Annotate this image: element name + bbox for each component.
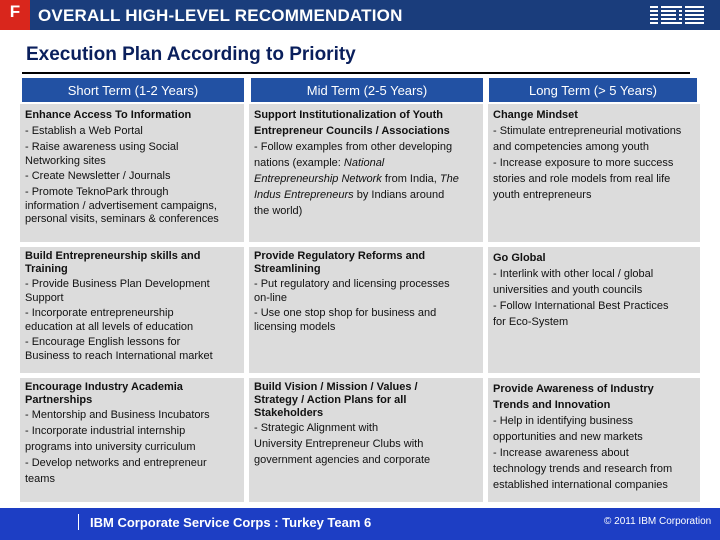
cell-item: - Put regulatory and licensing processes [254, 278, 450, 290]
cell-item: personal visits, seminars & conferences [25, 213, 219, 225]
cell-item: - Raise awareness using Social [25, 141, 179, 153]
cell-item: youth entrepreneurs [493, 189, 592, 201]
cell-item: education at all levels of education [25, 321, 194, 333]
header-title: OVERALL HIGH-LEVEL RECOMMENDATION [38, 6, 403, 25]
cell-item: universities and youth councils [493, 284, 643, 296]
cell-heading-cont: Trends and Innovation [493, 399, 611, 411]
cell-short-term-row-3 [20, 378, 244, 502]
cell-heading: Go Global [493, 252, 546, 264]
cell-item: - Encourage English lessons for [25, 336, 181, 348]
cell-long-term-row-2 [488, 247, 700, 373]
cell-heading-cont: Entrepreneur Councils / Associations [254, 125, 450, 137]
cell-item: opportunities and new markets [493, 431, 643, 443]
cell-long-term-row-1 [488, 104, 700, 242]
cell-item: - Increase exposure to more success [493, 157, 674, 169]
cell-item: licensing models [254, 321, 336, 333]
cell-mid-term-row-1 [249, 104, 483, 242]
cell-item: stories and role models from real life [493, 173, 671, 185]
cell-item: the world) [254, 205, 303, 217]
cell-heading-cont: Partnerships [25, 394, 93, 406]
cell-item: nations (example: National [254, 157, 385, 169]
title-divider [22, 72, 690, 74]
page-subtitle: Execution Plan According to Priority [26, 44, 356, 65]
cell-heading: Provide Awareness of Industry [493, 383, 654, 395]
cell-short-term-row-1 [20, 104, 244, 242]
cell-item: established international companies [493, 479, 668, 491]
cell-item: teams [25, 473, 55, 485]
cell-item: - Promote TeknoPark through [25, 186, 169, 198]
cell-heading: Enhance Access To Information [25, 109, 192, 121]
cell-heading: Encourage Industry Academia [25, 381, 183, 393]
cell-mid-term-row-3 [249, 378, 483, 502]
cell-short-term-row-2 [20, 247, 244, 373]
cell-heading: Build Vision / Mission / Values / [254, 381, 418, 393]
cell-item: - Increase awareness about [493, 447, 629, 459]
cell-item: and competencies among youth [493, 141, 649, 153]
footer-team-label: IBM Corporate Service Corps : Turkey Team 6 [90, 515, 372, 530]
cell-item: for Eco-System [493, 316, 569, 328]
cell-heading: Support Institutionalization of Youth [254, 109, 444, 121]
cell-mid-term-row-2 [249, 247, 483, 373]
cell-item: Indus Entrepreneurs by Indians around [254, 189, 445, 201]
cell-item: - Incorporate industrial internship [25, 425, 186, 437]
section-letter-badge: F [0, 0, 30, 30]
footer-divider [78, 514, 79, 530]
cell-item: information / advertisement campaigns, [25, 200, 217, 212]
cell-heading: Provide Regulatory Reforms and [254, 250, 426, 262]
cell-item: - Develop networks and entrepreneur [25, 457, 207, 469]
cell-item: - Establish a Web Portal [25, 125, 143, 137]
cell-item: on-line [254, 292, 288, 304]
cell-item: Business to reach International market [25, 350, 213, 362]
cell-heading-cont: Strategy / Action Plans for all [254, 394, 407, 406]
cell-item: Support [25, 292, 64, 304]
ibm-logo-icon [650, 5, 704, 25]
cell-heading: Change Mindset [493, 109, 578, 121]
cell-heading: Build Entrepreneurship skills and [25, 250, 201, 262]
cell-heading-cont: Training [25, 263, 68, 275]
column-header-short-term: Short Term (1-2 Years) [22, 78, 244, 102]
footer-copyright: © 2011 IBM Corporation [604, 516, 712, 527]
cell-heading-cont: Stakeholders [254, 407, 324, 419]
cell-item: - Stimulate entrepreneurial motivations [493, 125, 682, 137]
cell-item: - Use one stop shop for business and [254, 307, 437, 319]
cell-item: Networking sites [25, 155, 106, 167]
cell-item: - Mentorship and Business Incubators [25, 409, 210, 421]
column-header-long-term: Long Term (> 5 Years) [489, 78, 697, 102]
cell-item: - Help in identifying business [493, 415, 634, 427]
cell-long-term-row-3 [488, 378, 700, 502]
cell-item: - Provide Business Plan Development [25, 278, 210, 290]
cell-item: programs into university curriculum [25, 441, 196, 453]
cell-item: - Interlink with other local / global [493, 268, 654, 280]
cell-item: - Create Newsletter / Journals [25, 170, 171, 182]
cell-item: - Strategic Alignment with [254, 422, 379, 434]
cell-item: - Follow International Best Practices [493, 300, 669, 312]
column-header-mid-term: Mid Term (2-5 Years) [251, 78, 483, 102]
cell-item: Entrepreneurship Network from India, The [254, 173, 459, 185]
cell-item: University Entrepreneur Clubs with [254, 438, 424, 450]
cell-item: technology trends and research from [493, 463, 673, 475]
cell-item: - Follow examples from other developing [254, 141, 453, 153]
cell-item: - Incorporate entrepreneurship [25, 307, 174, 319]
cell-heading-cont: Streamlining [254, 263, 321, 275]
cell-item: government agencies and corporate [254, 454, 431, 466]
